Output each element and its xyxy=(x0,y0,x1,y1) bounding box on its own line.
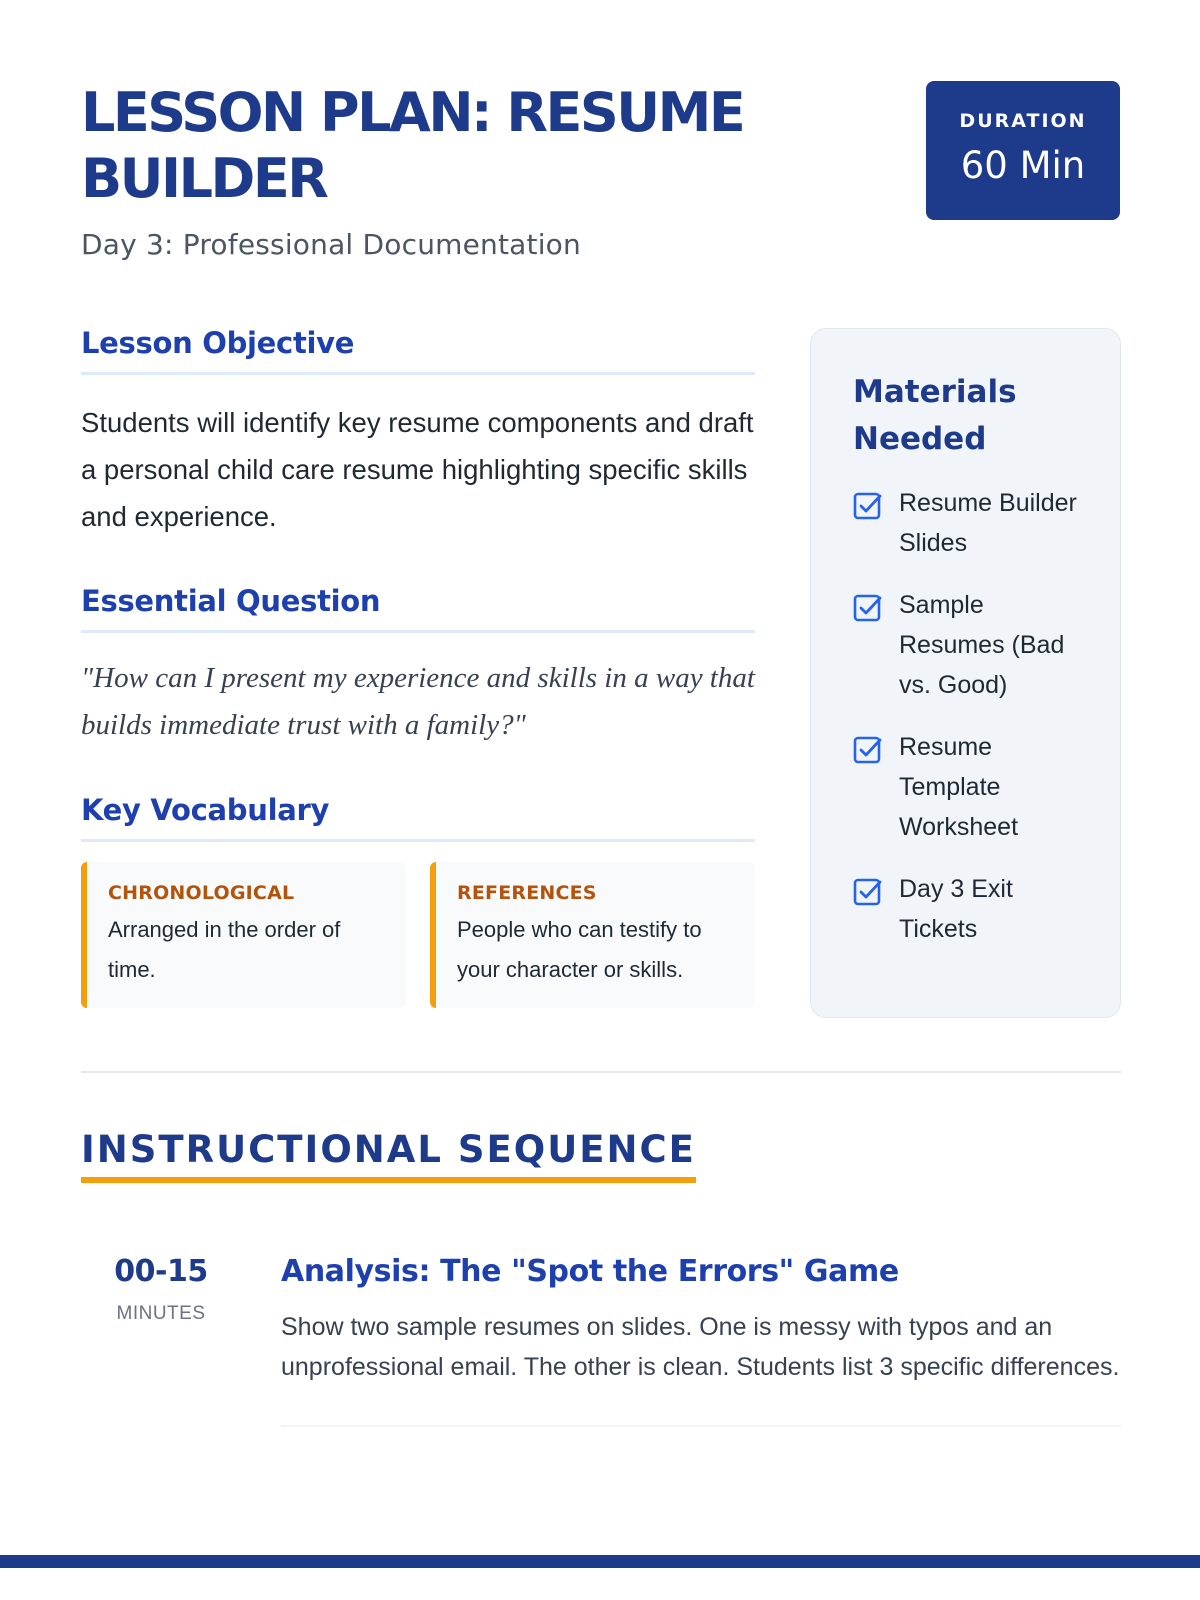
checkbox-checked-icon xyxy=(853,593,883,623)
material-item xyxy=(853,869,1090,949)
materials-panel xyxy=(810,328,1121,1018)
sequence-heading: INSTRUCTIONAL SEQUENCE xyxy=(81,1128,696,1183)
objective-text: Students will identify key resume components and draft a personal child care resume highlighting specific skills and experience. xyxy=(81,407,754,532)
vocab-card xyxy=(81,862,406,1008)
footer-bar xyxy=(0,1555,1200,1568)
materials-heading: Materials Needed xyxy=(853,374,1017,457)
material-label: Resume Template Worksheet xyxy=(899,733,1019,841)
material-label: Resume Builder Slides xyxy=(899,489,1077,557)
step-description: Show two sample resumes on slides. One is messy with typos and an unprofessional email. The other is clean. Students list 3 specific differences. xyxy=(281,1313,1120,1381)
material-item xyxy=(853,727,1090,847)
duration-label: DURATION xyxy=(959,110,1087,132)
step-title: Analysis: The "Spot the Errors" Game xyxy=(281,1254,899,1289)
page-subtitle: Day 3: Professional Documentation xyxy=(81,228,581,261)
step-time xyxy=(81,1254,241,1325)
section-divider xyxy=(81,1071,1121,1073)
material-item xyxy=(853,585,1090,705)
checkbox-checked-icon xyxy=(853,735,883,765)
objective-heading: Lesson Objective xyxy=(81,326,755,375)
materials-list xyxy=(853,483,1090,949)
checkbox-checked-icon xyxy=(853,491,883,521)
material-item xyxy=(853,483,1090,563)
vocabulary-heading: Key Vocabulary xyxy=(81,793,755,842)
checkbox-checked-icon xyxy=(853,877,883,907)
vocab-definition: People who can testify to your character or skills. xyxy=(457,917,702,982)
step-time-range: 00-15 xyxy=(114,1254,208,1289)
material-label: Sample Resumes (Bad vs. Good) xyxy=(899,591,1065,699)
page-title: LESSON PLAN: RESUME BUILDER xyxy=(81,81,744,210)
vocab-term: REFERENCES xyxy=(457,882,597,904)
vocab-definition: Arranged in the order of time. xyxy=(108,917,341,982)
vocabulary-grid xyxy=(81,862,755,1008)
step-body xyxy=(281,1254,1121,1427)
essential-question-heading: Essential Question xyxy=(81,584,755,633)
page-header xyxy=(81,80,1121,280)
essential-question-text: "How can I present my experience and skills in a way that builds immediate trust with a family?" xyxy=(81,662,755,741)
step-time-unit: MINUTES xyxy=(116,1303,206,1324)
duration-value: 60 Min xyxy=(960,144,1086,187)
duration-badge xyxy=(926,81,1120,220)
material-label: Day 3 Exit Tickets xyxy=(899,875,1013,943)
vocab-term: CHRONOLOGICAL xyxy=(108,882,295,904)
vocab-card xyxy=(430,862,755,1008)
lesson-details xyxy=(81,326,755,1008)
